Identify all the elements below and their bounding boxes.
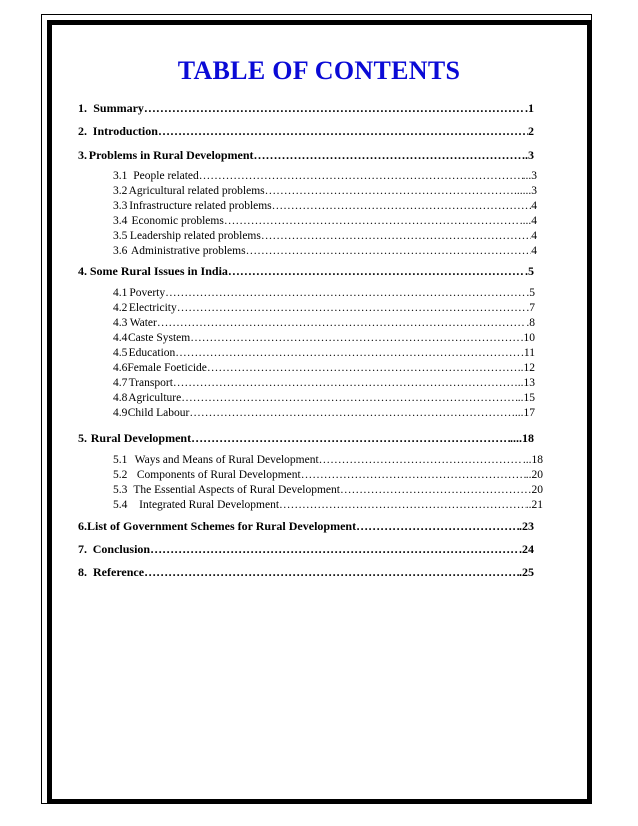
toc-entry-problems[interactable]	[78, 148, 534, 163]
entry-page: .23	[519, 519, 534, 533]
entry-title: Poverty	[129, 287, 166, 299]
entry-number: 8.	[78, 565, 87, 579]
dot-leader	[228, 264, 525, 279]
entry-title: Rural Development	[90, 431, 192, 445]
dot-leader	[157, 317, 527, 329]
dot-leader	[261, 230, 531, 242]
entry-number: 4.3	[113, 317, 128, 329]
entry-number: 4.9	[113, 407, 128, 419]
entry-title: Child Labour	[127, 407, 190, 419]
dot-leader	[190, 332, 520, 344]
toc-subentry[interactable]	[113, 287, 535, 299]
toc-entry-government-schemes[interactable]	[78, 519, 534, 534]
toc-entry-reference[interactable]	[78, 565, 534, 580]
entry-page: ....18	[510, 431, 534, 445]
entry-title: Leadership related problems	[129, 230, 261, 242]
dot-leader	[177, 302, 527, 314]
toc-subentry[interactable]	[113, 317, 535, 329]
entry-number: 4.6	[113, 362, 128, 374]
dot-leader	[301, 469, 526, 481]
entry-title: Ways and Means of Rural Development	[134, 454, 319, 466]
entry-title: Agriculture	[128, 392, 182, 404]
dot-leader	[144, 101, 525, 116]
toc-subentry[interactable]	[113, 245, 537, 257]
entry-number: 5.4	[113, 499, 128, 511]
entry-number: 4.	[78, 264, 87, 278]
toc-subentry[interactable]	[113, 499, 543, 511]
dot-leader	[181, 392, 518, 404]
entry-page: ..20	[525, 469, 543, 481]
dot-leader	[165, 287, 526, 299]
entry-page: ....4	[519, 215, 537, 227]
entry-title: Transport	[128, 377, 173, 389]
toc-subentry[interactable]	[113, 347, 535, 359]
dot-leader	[224, 215, 520, 227]
entry-number: 3.5	[113, 230, 128, 242]
entry-page: 2	[528, 124, 534, 138]
entry-page: .8	[526, 317, 535, 329]
toc-subentry[interactable]	[113, 200, 537, 212]
dot-leader	[175, 347, 521, 359]
entry-page: .5	[524, 264, 534, 278]
entry-page: 4	[531, 245, 537, 257]
entry-number: 6.	[78, 519, 87, 533]
dot-leader	[207, 362, 518, 374]
entry-page: .7	[526, 302, 535, 314]
dot-leader	[272, 200, 532, 212]
toc-subentry[interactable]	[113, 392, 535, 404]
entry-page: ..3	[522, 148, 534, 162]
toc-entry-summary[interactable]	[78, 101, 534, 116]
entry-page: .1	[525, 101, 534, 115]
dot-leader	[265, 185, 514, 197]
entry-number: 1.	[78, 101, 87, 115]
entry-title: People related	[133, 170, 199, 182]
entry-page: ..12	[517, 362, 535, 374]
toc-subentry[interactable]	[113, 170, 537, 182]
entry-title: Agricultural related problems	[128, 185, 265, 197]
entry-number: 4.5	[113, 347, 128, 359]
entry-title: The Essential Aspects of Rural Development	[133, 484, 340, 496]
dot-leader	[340, 484, 532, 496]
entry-title: Problems in Rural Development	[88, 148, 254, 162]
entry-page: .24	[519, 542, 534, 556]
entry-number: 5.2	[113, 469, 128, 481]
entry-number: 3.4	[113, 215, 128, 227]
dot-leader	[319, 454, 523, 466]
toc-subentry[interactable]	[113, 302, 535, 314]
entry-title: List of Government Schemes for Rural Development	[87, 519, 357, 533]
entry-page: 4	[531, 200, 537, 212]
entry-number: 5.3	[113, 484, 128, 496]
entry-page: .10	[520, 332, 535, 344]
entry-title: Caste System	[127, 332, 191, 344]
toc-subentry[interactable]	[113, 454, 543, 466]
toc-entry-rural-development[interactable]	[78, 431, 534, 446]
entry-page: ..13	[517, 377, 535, 389]
entry-page: .11	[521, 347, 535, 359]
dot-leader	[246, 245, 532, 257]
entry-number: 3.6	[113, 245, 128, 257]
dot-leader	[199, 170, 523, 182]
dot-leader	[254, 148, 523, 163]
toc-subentry[interactable]	[113, 185, 537, 197]
toc-subentry[interactable]	[113, 362, 535, 374]
entry-title: Education	[128, 347, 176, 359]
entry-number: 4.7	[113, 377, 128, 389]
entry-title: Summary	[93, 101, 144, 115]
dot-leader	[279, 499, 526, 511]
entry-title: Some Rural Issues in India	[89, 264, 228, 278]
entry-page: ..21	[525, 499, 543, 511]
entry-title: Reference	[93, 565, 145, 579]
entry-number: 3.2	[113, 185, 128, 197]
entry-number: 4.8	[113, 392, 128, 404]
entry-number: 5.	[78, 431, 87, 445]
entry-number: 2.	[78, 124, 87, 138]
toc-subentry[interactable]	[113, 332, 535, 344]
entry-page: ......3	[514, 185, 537, 197]
entry-page: ...17	[514, 407, 535, 419]
entry-page: 4	[531, 230, 537, 242]
entry-number: 3.	[78, 148, 87, 162]
entry-title: Components of Rural Development	[136, 469, 301, 481]
entry-number: 4.2	[113, 302, 128, 314]
entry-title: Electricity	[128, 302, 177, 314]
toc-subentry[interactable]	[113, 230, 537, 242]
toc-subentry[interactable]	[113, 407, 535, 419]
dot-leader	[189, 407, 515, 419]
entry-number: 7.	[78, 542, 87, 556]
entry-title: Water	[129, 317, 157, 329]
entry-number: 5.1	[113, 454, 128, 466]
toc-entry-rural-issues[interactable]	[78, 264, 534, 279]
dot-leader	[158, 124, 528, 139]
entry-number: 4.1	[113, 287, 128, 299]
dot-leader	[191, 431, 510, 446]
entry-title: Conclusion	[92, 542, 151, 556]
dot-leader	[150, 542, 519, 557]
entry-number: 3.3	[113, 200, 128, 212]
dot-leader	[356, 519, 519, 534]
entry-title: Economic problems	[131, 215, 224, 227]
dot-leader	[144, 565, 519, 580]
entry-title: Infrastructure related problems	[129, 200, 272, 212]
entry-page: .25	[519, 565, 534, 579]
entry-number: 3.1	[113, 170, 128, 182]
toc-subentry[interactable]	[113, 377, 535, 389]
entry-page: ...3	[522, 170, 537, 182]
toc-subentry[interactable]	[113, 215, 537, 227]
entry-page: ..15	[517, 392, 535, 404]
entry-title: Integrated Rural Development	[139, 499, 280, 511]
toc-subentry[interactable]	[113, 484, 543, 496]
toc-entry-introduction[interactable]	[78, 124, 534, 139]
page-title: TABLE OF CONTENTS	[177, 56, 461, 85]
toc-subentry[interactable]	[113, 469, 543, 481]
entry-title: Introduction	[92, 124, 158, 138]
entry-page: .5	[526, 287, 535, 299]
entry-page: ...18	[522, 454, 543, 466]
entry-title: Administrative problems	[130, 245, 246, 257]
entry-title: Female Foeticide	[127, 362, 207, 374]
entry-number: 4.4	[113, 332, 128, 344]
entry-page: 20	[531, 484, 543, 496]
dot-leader	[173, 377, 518, 389]
toc-entry-conclusion[interactable]	[78, 542, 534, 557]
